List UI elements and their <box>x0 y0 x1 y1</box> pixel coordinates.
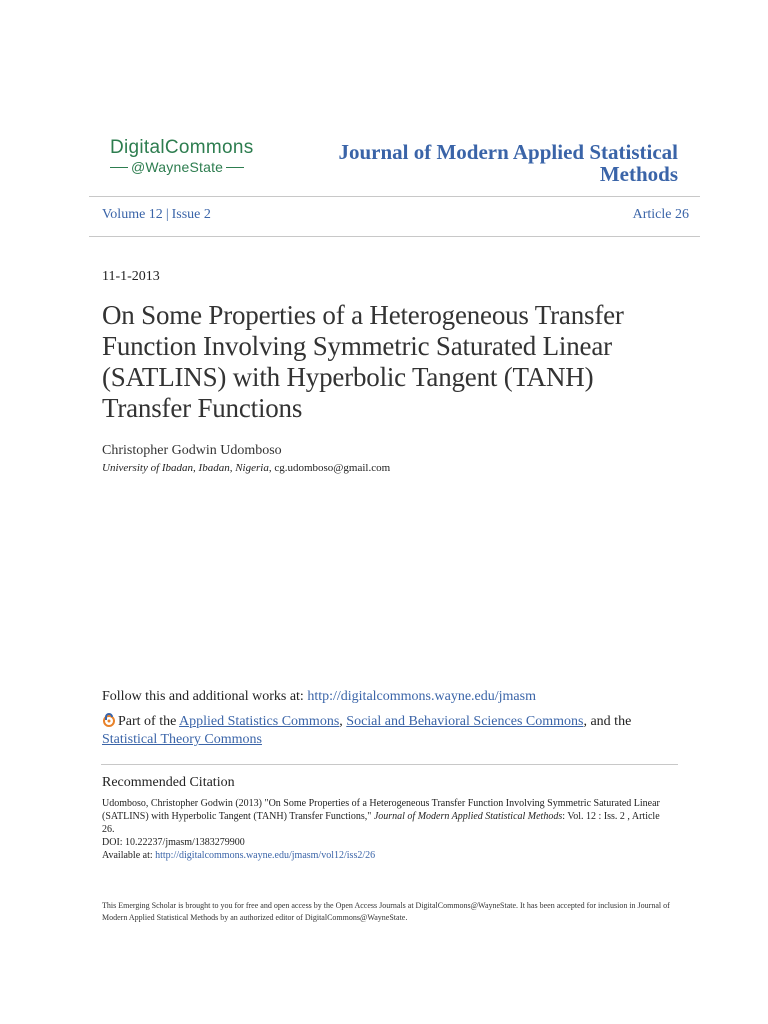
logo-top-text: DigitalCommons <box>110 137 254 158</box>
digitalcommons-logo[interactable] <box>110 137 280 175</box>
issue-link[interactable]: Issue 2 <box>171 207 211 222</box>
open-access-icon <box>102 713 116 727</box>
issue-divider <box>89 236 700 237</box>
partof-prefix: Part of the <box>118 714 180 729</box>
volume-issue-row <box>102 207 211 223</box>
citation-available-label: Available at: <box>102 850 156 861</box>
journal-title[interactable]: Journal of Modern Applied Statistical Methods <box>338 140 678 186</box>
logo-rule-right <box>226 167 244 168</box>
citation-journal: Journal of Modern Applied Statistical Methods <box>373 811 563 822</box>
applied-statistics-commons-link[interactable]: Applied Statistics Commons <box>179 714 340 729</box>
access-footer-note: This Emerging Scholar is brought to you for free and open access by the Open Access Journals at DigitalCommons@WayneState. It has been accepted for inclusion in Journal of Modern Applied Statistical Methods by an authorized editor of DigitalCommons@WayneState. <box>102 901 670 922</box>
social-behavioral-sciences-commons-link[interactable]: Social and Behavioral Sciences Commons <box>346 714 584 729</box>
author-name: Christopher Godwin Udomboso <box>102 443 282 458</box>
recommended-citation-body <box>102 797 672 862</box>
follow-link[interactable]: http://digitalcommons.wayne.edu/jmasm <box>307 689 536 704</box>
partof-sep1: , <box>339 714 347 729</box>
logo-rule-left <box>110 167 128 168</box>
header-divider <box>89 196 700 197</box>
recommended-citation-heading: Recommended Citation <box>102 775 235 790</box>
article-title: On Some Properties of a Heterogeneous Transfer Function Involving Symmetric Saturated Linear (SATLINS) with Hyperbolic Tangent (TANH) Transfer Functions <box>102 300 624 423</box>
citation-volume: : Vol. 12 : Iss. 2 , Article 26. <box>102 811 660 835</box>
logo-bottom-row <box>110 159 280 175</box>
statistical-theory-commons-link[interactable]: Statistical Theory Commons <box>102 732 262 747</box>
article-link[interactable]: Article 26 <box>632 207 689 222</box>
part-of-line <box>102 712 702 732</box>
author-affiliation <box>102 462 390 474</box>
citation-text: Udomboso, Christopher Godwin (2013) "On Some Properties of a Heterogeneous Transfer Function Involving Symmetric Saturated Linear (SATLINS) with Hyperbolic Tangent (TANH) Transfer Functions," <box>102 798 660 822</box>
follow-text: Follow this and additional works at: <box>102 689 308 704</box>
citation-divider <box>101 764 678 765</box>
volume-issue-separator: | <box>165 207 169 222</box>
citation-doi: DOI: 10.22237/jmasm/1383279900 <box>102 837 245 848</box>
publication-date: 11-1-2013 <box>102 269 160 284</box>
follow-line <box>102 689 536 705</box>
author-email: , cg.udomboso@gmail.com <box>268 462 391 474</box>
citation-available-link[interactable]: http://digitalcommons.wayne.edu/jmasm/vol12/iss2/26 <box>155 850 376 861</box>
logo-bottom-text: @WayneState <box>131 159 224 175</box>
affiliation-institution: University of Ibadan, Ibadan, Nigeria <box>102 462 269 474</box>
volume-link[interactable]: Volume 12 <box>102 207 163 222</box>
partof-sep2: , and the <box>583 714 632 729</box>
